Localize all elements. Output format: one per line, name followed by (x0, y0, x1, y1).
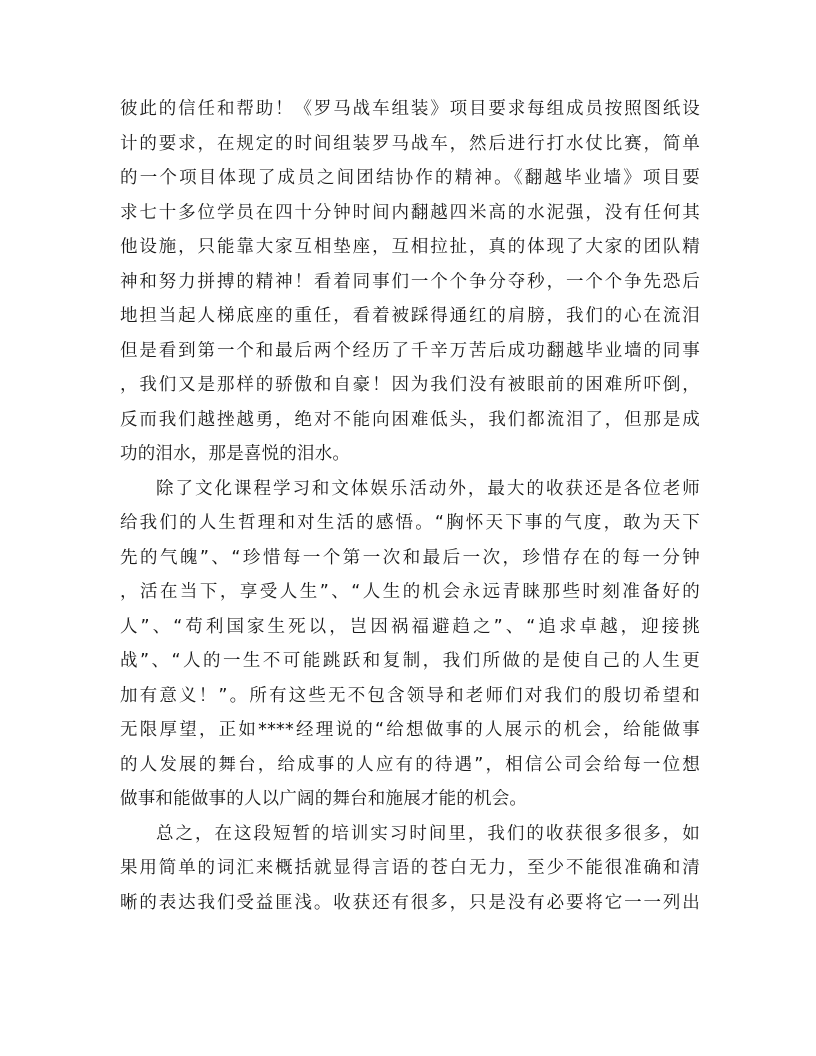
text-line: 加有意义！”。所有这些无不包含领导和老师们对我们的殷切希望和 (120, 685, 700, 706)
text-line: 人”、“苟利国家生死以，岂因祸福避趋之”、“追求卓越，迎接挑 (120, 616, 700, 637)
text-line: 做事和能做事的人以广阔的舞台和施展才能的机会。 (120, 789, 528, 809)
text-line: 给我们的人生哲理和对生活的感悟。“胸怀天下事的气度，敢为天下 (120, 513, 700, 533)
text-line: 总之，在这段短暂的培训实习时间里，我们的收获很多很多，如 (156, 823, 700, 844)
text-line: 的一个项目体现了成员之间团结协作的精神。《翻越毕业墙》项目要 (120, 168, 700, 188)
text-line: 无限厚望，正如****经理说的“给想做事的人展示的机会，给能做事 (120, 720, 700, 740)
text-line: 除了文化课程学习和文体娱乐活动外，最大的收获还是各位老师 (156, 478, 700, 499)
text-line: 地担当起人梯底座的重任，看着被踩得通红的肩膀，我们的心在流泪 (120, 306, 700, 326)
text-line: 功的泪水，那是喜悦的泪水。 (120, 444, 351, 464)
text-line: 果用简单的词汇来概括就显得言语的苍白无力，至少不能很准确和清 (120, 858, 700, 878)
text-line: 彼此的信任和帮助！《罗马战车组装》项目要求每组成员按照图纸设 (120, 99, 700, 119)
text-line: 晰的表达我们受益匪浅。收获还有很多，只是没有必要将它一一列出 (120, 892, 700, 913)
text-line: 他设施，只能靠大家互相垫座，互相拉扯，真的体现了大家的团队精 (120, 237, 700, 257)
text-line: 反而我们越挫越勇，绝对不能向困难低头，我们都流泪了，但那是成 (120, 409, 700, 430)
text-line: 先的气魄”、“珍惜每一个第一次和最后一次，珍惜存在的每一分钟 (120, 547, 700, 568)
text-line: 战”、“人的一生不可能跳跃和复制，我们所做的是使自己的人生更 (120, 651, 700, 671)
text-line: 的人发展的舞台，给成事的人应有的待遇”，相信公司会给每一位想 (120, 754, 700, 775)
paragraph-1 (120, 92, 700, 472)
text-line: ，活在当下，享受人生”、“人生的机会永远青睐那些时刻准备好的 (120, 582, 700, 602)
text-line: ，我们又是那样的骄傲和自豪！因为我们没有被眼前的困难所吓倒， (120, 375, 700, 395)
document-body (120, 92, 700, 920)
text-line: 计的要求，在规定的时间组装罗马战车，然后进行打水仗比赛，简单 (120, 133, 700, 154)
text-line: 神和努力拼搏的精神！看着同事们一个个争分夺秒，一个个争先恐后 (120, 271, 700, 292)
paragraph-3 (120, 817, 700, 921)
text-line: 求七十多位学员在四十分钟时间内翻越四米高的水泥强，没有任何其 (120, 202, 700, 223)
text-line: 但是看到第一个和最后两个经历了千辛万苦后成功翻越毕业墙的同事 (120, 340, 700, 361)
paragraph-2 (120, 472, 700, 817)
